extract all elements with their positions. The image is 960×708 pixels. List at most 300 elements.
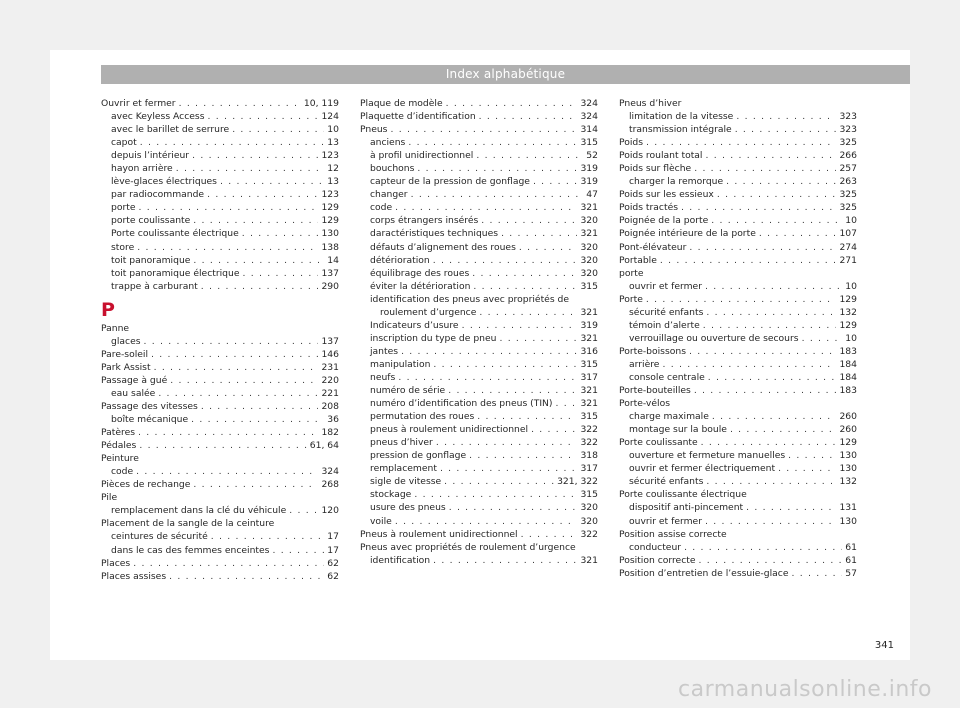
- index-entry: [101, 97, 339, 110]
- dot-leader: [417, 162, 577, 175]
- index-entry: [619, 345, 857, 358]
- index-term: Ouvrir et fermer: [101, 98, 176, 109]
- index-term: Pile: [101, 492, 118, 504]
- index-term: Pneus avec propriétés de roulement d’urgence: [360, 541, 576, 553]
- index-entry: [101, 465, 339, 478]
- index-entry: [619, 123, 857, 136]
- index-term: par radiocommande: [111, 189, 205, 201]
- dot-leader: [703, 319, 837, 332]
- index-entry: [619, 541, 857, 554]
- document-page: [50, 50, 910, 660]
- index-term: roulement d’urgence: [380, 306, 477, 318]
- index-term: Poids: [619, 137, 644, 149]
- index-entry: [619, 188, 857, 201]
- index-entry: [360, 554, 598, 567]
- dot-leader: [201, 280, 319, 293]
- index-entry: [101, 544, 339, 557]
- index-page-ref: 260: [839, 424, 857, 436]
- dot-leader: [449, 501, 578, 514]
- index-entry: [360, 345, 598, 358]
- index-page-ref: 10: [327, 124, 339, 136]
- index-page-ref: 17: [327, 531, 339, 543]
- dot-leader: [479, 110, 578, 123]
- index-entry: [619, 397, 857, 410]
- dot-leader: [390, 123, 577, 136]
- index-entry: [360, 397, 598, 410]
- dot-leader: [788, 449, 836, 462]
- index-entry: [619, 149, 857, 162]
- index-page-ref: 321: [580, 332, 598, 344]
- dot-leader: [736, 110, 836, 123]
- index-term: Portable: [619, 254, 657, 266]
- index-entry: [101, 227, 339, 240]
- index-entry: [619, 475, 857, 488]
- index-term: sécurité enfants: [629, 476, 704, 488]
- index-page-ref: 315: [580, 358, 598, 370]
- dot-leader: [778, 462, 836, 475]
- index-page-ref: 316: [580, 345, 598, 357]
- index-page-ref: 138: [321, 241, 339, 253]
- dot-leader: [176, 162, 325, 175]
- dot-leader: [689, 241, 836, 254]
- index-entry: [360, 488, 598, 501]
- index-entry: [619, 241, 857, 254]
- index-entry: [101, 175, 339, 188]
- index-entry: [360, 319, 598, 332]
- index-entry: [619, 358, 857, 371]
- index-entry: [360, 110, 598, 123]
- index-page-ref: 317: [580, 371, 598, 383]
- index-entry: [360, 123, 598, 136]
- dot-leader: [446, 97, 578, 110]
- index-term: Poids sur flèche: [619, 163, 692, 175]
- index-page-ref: 130: [839, 515, 857, 527]
- index-entry: [101, 517, 339, 530]
- index-entry: [619, 201, 857, 214]
- index-entry: [101, 162, 339, 175]
- watermark: carmanualsonline.info: [678, 677, 932, 702]
- index-term: Passage des vitesses: [101, 400, 198, 412]
- index-entry: [101, 478, 339, 491]
- dot-leader: [193, 478, 318, 491]
- dot-leader: [139, 201, 319, 214]
- dot-leader: [208, 110, 319, 123]
- dot-leader: [193, 254, 324, 267]
- index-entry: [360, 410, 598, 423]
- index-term: Park Assist: [101, 361, 151, 373]
- dot-leader: [519, 241, 578, 254]
- index-page-ref: 57: [845, 567, 857, 579]
- index-term: ceintures de sécurité: [111, 531, 208, 543]
- index-term: console centrale: [629, 371, 705, 383]
- index-column-3: [619, 97, 857, 580]
- index-entry: [619, 254, 857, 267]
- index-term: montage sur la boule: [629, 424, 727, 436]
- index-page-ref: 271: [839, 254, 857, 266]
- dot-leader: [705, 149, 836, 162]
- index-term: Position assise correcte: [619, 528, 727, 540]
- index-page-ref: 36: [327, 414, 339, 426]
- index-term: trappe à carburant: [111, 280, 198, 292]
- index-page-ref: 315: [580, 280, 598, 292]
- dot-leader: [179, 97, 301, 110]
- index-term: Panne: [101, 322, 130, 334]
- index-term: témoin d’alerte: [629, 319, 700, 331]
- index-term: porte coulissante: [111, 215, 191, 227]
- dot-leader: [144, 335, 319, 348]
- index-page-ref: 132: [839, 476, 857, 488]
- index-term: depuis l’intérieur: [111, 150, 190, 162]
- index-page-ref: 323: [839, 124, 857, 136]
- index-term: Pare-soleil: [101, 348, 149, 360]
- index-entry: [101, 267, 339, 280]
- dot-leader: [433, 358, 577, 371]
- index-term: bouchons: [370, 163, 415, 175]
- page-title: Index alphabétique: [445, 67, 566, 81]
- index-page-ref: 321: [580, 554, 598, 566]
- index-page-ref: 320: [580, 254, 598, 266]
- index-page-ref: 320: [580, 515, 598, 527]
- dot-leader: [469, 449, 577, 462]
- index-page-ref: 183: [839, 385, 857, 397]
- dot-leader: [699, 554, 843, 567]
- index-entry: [619, 293, 857, 306]
- header-bar: [101, 65, 910, 84]
- index-entry: [360, 214, 598, 227]
- index-page-ref: 10, 119: [303, 98, 339, 109]
- dot-leader: [242, 227, 319, 240]
- dot-leader: [444, 475, 554, 488]
- index-term: avec Keyless Access: [111, 111, 205, 123]
- index-page-ref: 324: [580, 98, 598, 109]
- dot-leader: [139, 439, 306, 452]
- dot-leader: [433, 554, 577, 567]
- index-page-ref: 322: [580, 424, 598, 436]
- dot-leader: [395, 201, 577, 214]
- index-page-ref: 47: [586, 189, 598, 201]
- index-entry: [101, 400, 339, 413]
- index-page-ref: 324: [580, 111, 598, 123]
- dot-leader: [191, 413, 324, 426]
- index-term: changer: [370, 189, 408, 201]
- index-entry: [360, 515, 598, 528]
- index-term: Passage à gué: [101, 374, 168, 386]
- index-entry: [619, 462, 857, 475]
- dot-leader: [192, 149, 318, 162]
- index-entry: [619, 136, 857, 149]
- index-page-ref: 320: [580, 267, 598, 279]
- index-entry: [619, 554, 857, 567]
- index-page-ref: 321: [580, 306, 598, 318]
- index-page-ref: 137: [321, 267, 339, 279]
- index-entry: [360, 423, 598, 436]
- index-term: Poids tractés: [619, 202, 679, 214]
- index-entry: [360, 280, 598, 293]
- index-term: avec le barillet de serrure: [111, 124, 230, 136]
- index-entry: [360, 501, 598, 514]
- index-entry: [619, 214, 857, 227]
- index-entry: [360, 541, 598, 554]
- index-entry: [101, 374, 339, 387]
- index-term: transmission intégrale: [629, 124, 732, 136]
- index-page-ref: 322: [580, 437, 598, 449]
- index-term: Indicateurs d’usure: [370, 319, 459, 331]
- dot-leader: [151, 348, 318, 361]
- index-entry: [619, 306, 857, 319]
- index-page-ref: 131: [839, 502, 857, 514]
- index-term: Pont-élévateur: [619, 241, 687, 253]
- index-term: Pneus d’hiver: [619, 98, 682, 109]
- dot-leader: [436, 436, 578, 449]
- index-page-ref: 319: [580, 163, 598, 175]
- index-term: identification: [370, 554, 431, 566]
- index-term: Poids roulant total: [619, 150, 703, 162]
- index-entry: [619, 410, 857, 423]
- index-term: ouvrir et fermer électriquement: [629, 463, 776, 475]
- dot-leader: [706, 475, 836, 488]
- index-term: Places assises: [101, 570, 167, 582]
- index-entry: [101, 348, 339, 361]
- index-entry: [360, 436, 598, 449]
- index-page-ref: 13: [327, 137, 339, 149]
- dot-leader: [137, 241, 318, 254]
- dot-leader: [158, 387, 318, 400]
- dot-leader: [476, 149, 583, 162]
- dot-leader: [531, 423, 577, 436]
- index-page-ref: 231: [321, 361, 339, 373]
- dot-leader: [169, 570, 324, 583]
- dot-leader: [395, 515, 578, 528]
- dot-leader: [472, 267, 577, 280]
- index-term: toit panoramique électrique: [111, 267, 240, 279]
- index-term: défauts d’alignement des roues: [370, 241, 516, 253]
- index-term: porte: [619, 267, 644, 279]
- index-page-ref: 314: [580, 124, 598, 136]
- index-page-ref: 129: [321, 202, 339, 214]
- index-page-ref: 130: [839, 450, 857, 462]
- index-page-ref: 324: [321, 466, 339, 478]
- index-entry: [619, 319, 857, 332]
- index-term: Places: [101, 557, 131, 569]
- dot-leader: [646, 293, 837, 306]
- index-entry: [360, 175, 598, 188]
- index-page-ref: 290: [321, 280, 339, 292]
- index-page-ref: 315: [580, 411, 598, 423]
- index-page-ref: 317: [580, 463, 598, 475]
- index-entry: [360, 201, 598, 214]
- index-term: store: [111, 241, 135, 253]
- dot-leader: [201, 400, 319, 413]
- dot-leader: [138, 426, 318, 439]
- index-entry: [360, 332, 598, 345]
- index-entry: [101, 123, 339, 136]
- index-term: charge maximale: [629, 411, 709, 423]
- dot-leader: [401, 345, 577, 358]
- index-page-ref: 323: [839, 111, 857, 123]
- index-entry: [360, 358, 598, 371]
- dot-leader: [440, 462, 578, 475]
- index-entry: [360, 149, 598, 162]
- index-term: numéro de série: [370, 385, 446, 397]
- index-term: Peinture: [101, 453, 139, 465]
- index-entry: [360, 475, 598, 488]
- dot-leader: [408, 136, 577, 149]
- index-term: eau salée: [111, 387, 156, 399]
- dot-leader: [501, 227, 577, 240]
- index-entry: [360, 528, 598, 541]
- index-term: Poignée intérieure de la porte: [619, 228, 756, 240]
- index-entry: [101, 280, 339, 293]
- index-term: identification des pneus avec propriétés de: [370, 293, 570, 305]
- index-page-ref: 12: [327, 163, 339, 175]
- index-entry: [360, 371, 598, 384]
- dot-leader: [220, 175, 324, 188]
- index-page-ref: 61, 64: [309, 440, 339, 452]
- index-page-ref: 321: [580, 228, 598, 240]
- dot-leader: [211, 530, 325, 543]
- index-entry: [360, 306, 598, 319]
- index-entry: [619, 488, 857, 501]
- index-page-ref: 129: [321, 215, 339, 227]
- index-page-ref: 320: [580, 215, 598, 227]
- index-entry: [101, 149, 339, 162]
- index-page-ref: 146: [321, 348, 339, 360]
- index-entry: [101, 491, 339, 504]
- index-term: lève-glaces électriques: [111, 176, 217, 188]
- dot-leader: [521, 528, 578, 541]
- index-term: pression de gonflage: [370, 450, 467, 462]
- index-entry: [101, 504, 339, 517]
- dot-leader: [414, 488, 577, 501]
- index-term: Porte-vélos: [619, 398, 670, 410]
- index-term: Porte-bouteilles: [619, 385, 691, 397]
- index-term: remplacement dans la clé du véhicule: [111, 505, 287, 517]
- index-term: détérioration: [370, 254, 430, 266]
- index-page-ref: 208: [321, 400, 339, 412]
- index-term: ouvrir et fermer: [629, 515, 702, 527]
- index-page-ref: 10: [845, 332, 857, 344]
- index-page-ref: 182: [321, 427, 339, 439]
- index-term: code: [111, 466, 134, 478]
- index-term: glaces: [111, 335, 141, 347]
- dot-leader: [170, 374, 318, 387]
- index-term: Placement de la sangle de la ceinture: [101, 518, 275, 530]
- index-entry: [619, 110, 857, 123]
- index-page-ref: 315: [580, 489, 598, 501]
- index-term: équilibrage des roues: [370, 267, 470, 279]
- index-term: Pédales: [101, 440, 137, 452]
- index-term: daractéristiques techniques: [370, 228, 499, 240]
- index-column-1: [101, 97, 339, 583]
- index-page-ref: 325: [839, 189, 857, 201]
- index-entry: [101, 439, 339, 452]
- dot-leader: [556, 397, 578, 410]
- index-term: neufs: [370, 371, 396, 383]
- index-entry: [619, 280, 857, 293]
- index-entry: [101, 387, 339, 400]
- index-entry: [360, 384, 598, 397]
- index-page-ref: 268: [321, 479, 339, 491]
- index-term: Porte coulissante: [619, 437, 698, 449]
- dot-leader: [398, 371, 577, 384]
- index-page-ref: 184: [839, 371, 857, 383]
- index-entry: [360, 241, 598, 254]
- index-page-ref: 274: [839, 241, 857, 253]
- index-entry: [101, 254, 339, 267]
- dot-leader: [726, 175, 836, 188]
- dot-leader: [433, 254, 578, 267]
- dot-leader: [717, 188, 837, 201]
- index-term: Patères: [101, 427, 136, 439]
- dot-leader: [533, 175, 578, 188]
- index-page-ref: 132: [839, 306, 857, 318]
- index-term: arrière: [629, 358, 660, 370]
- index-entry: [101, 241, 339, 254]
- index-page-ref: 319: [580, 176, 598, 188]
- index-entry: [101, 361, 339, 374]
- index-page-ref: 124: [321, 111, 339, 123]
- index-page-ref: 130: [321, 228, 339, 240]
- index-term: Pièces de rechange: [101, 479, 191, 491]
- index-term: usure des pneus: [370, 502, 446, 514]
- index-term: sigle de vitesse: [370, 476, 442, 488]
- index-page-ref: 107: [839, 228, 857, 240]
- index-page-ref: 321: [580, 385, 598, 397]
- dot-leader: [746, 501, 836, 514]
- index-term: Porte: [619, 293, 643, 305]
- dot-leader: [140, 136, 325, 149]
- dot-leader: [479, 306, 577, 319]
- dot-leader: [243, 267, 319, 280]
- index-entry: [101, 110, 339, 123]
- dot-leader: [694, 162, 836, 175]
- index-page-ref: 123: [321, 150, 339, 162]
- index-term: ouverture et fermeture manuelles: [629, 450, 786, 462]
- index-entry: [360, 97, 598, 110]
- index-entry: [619, 227, 857, 240]
- dot-leader: [232, 123, 324, 136]
- index-term: Poids sur les essieux: [619, 189, 714, 201]
- index-page-ref: 325: [839, 137, 857, 149]
- index-page-ref: 320: [580, 241, 598, 253]
- dot-leader: [681, 201, 836, 214]
- dot-leader: [133, 557, 324, 570]
- dot-leader: [660, 254, 837, 267]
- dot-leader: [708, 371, 837, 384]
- index-term: capot: [111, 137, 137, 149]
- index-page-ref: 321, 322: [557, 476, 598, 488]
- index-page-ref: 263: [839, 176, 857, 188]
- index-entry: [360, 162, 598, 175]
- dot-leader: [477, 410, 577, 423]
- dot-leader: [802, 332, 843, 345]
- dot-leader: [694, 384, 837, 397]
- index-term: anciens: [370, 137, 406, 149]
- index-entry: [101, 413, 339, 426]
- index-term: pneus à roulement unidirectionnel: [370, 424, 529, 436]
- index-term: sécurité enfants: [629, 306, 704, 318]
- index-entry: [101, 136, 339, 149]
- index-entry: [619, 436, 857, 449]
- index-page-ref: 320: [580, 502, 598, 514]
- index-entry: [101, 214, 339, 227]
- index-term: ouvrir et fermer: [629, 280, 702, 292]
- index-page-ref: 52: [586, 150, 598, 162]
- index-term: à profil unidirectionnel: [370, 150, 474, 162]
- index-term: conducteur: [629, 541, 682, 553]
- index-page-ref: 17: [327, 544, 339, 556]
- index-page-ref: 62: [327, 570, 339, 582]
